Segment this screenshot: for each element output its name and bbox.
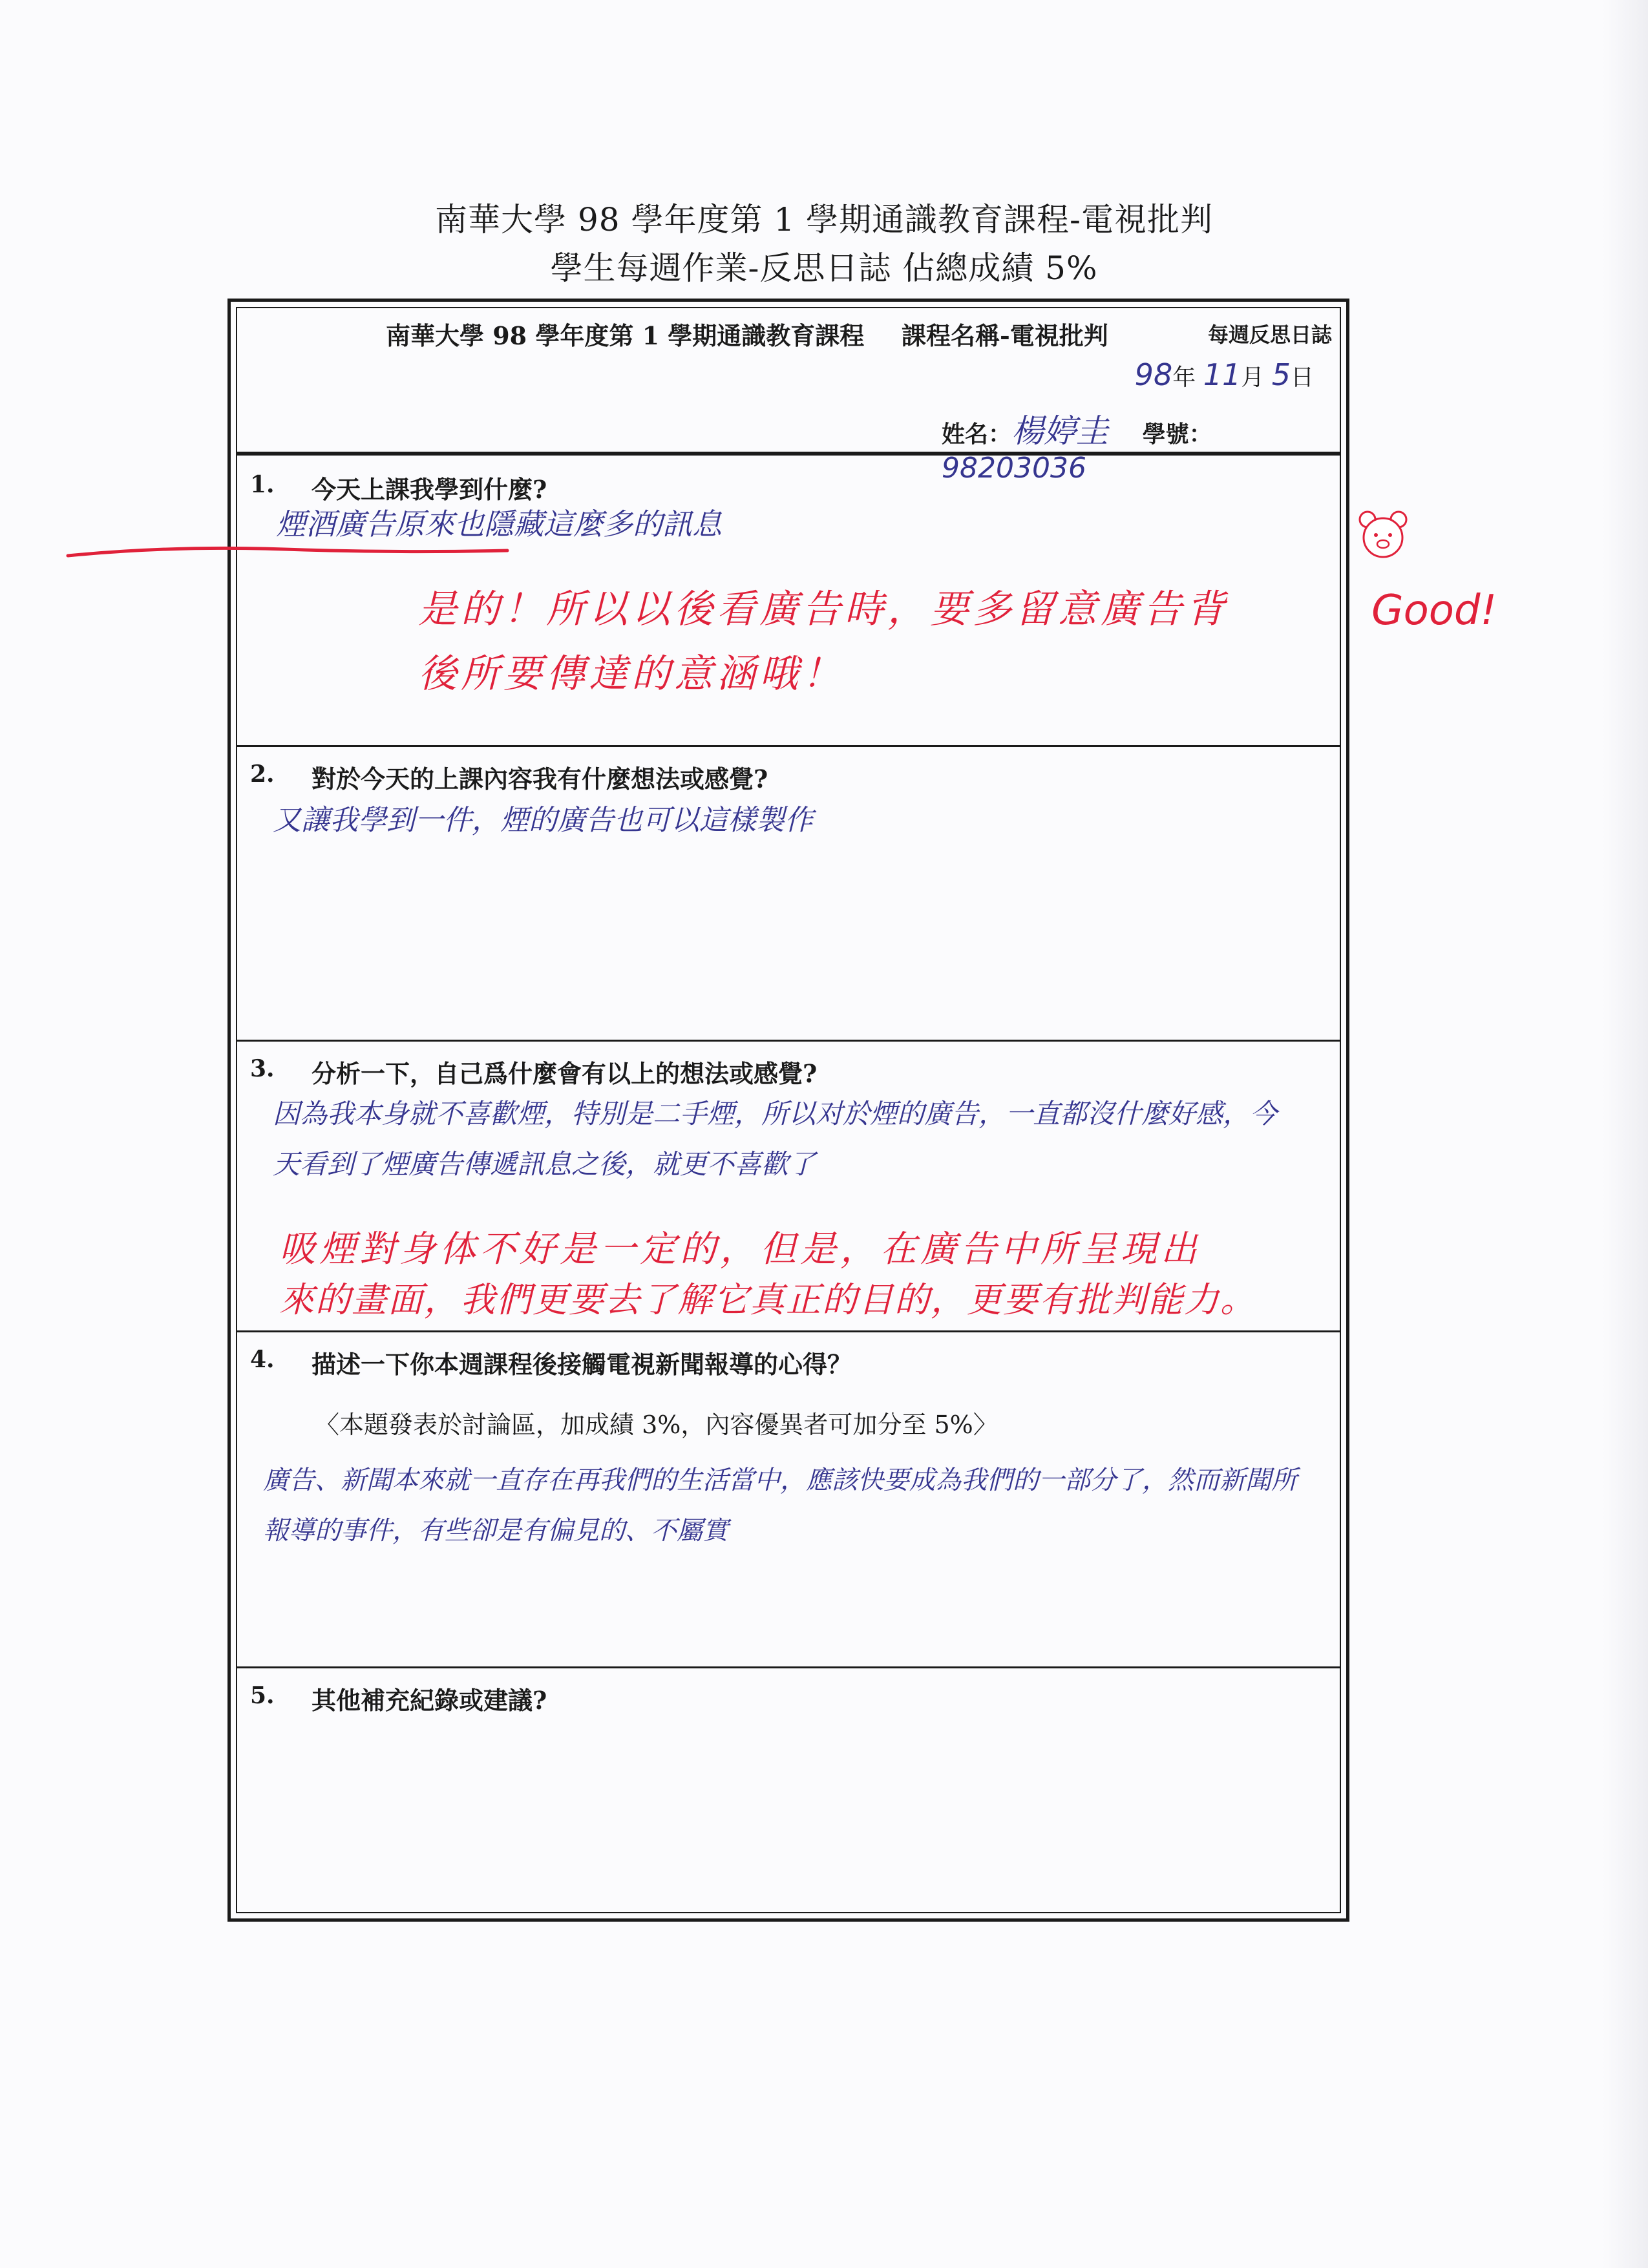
answer-line[interactable]: 廣告、新聞本來就一直存在再我們的生活當中，應該快要成為我們的一部分了，然而新聞所 [263, 1465, 1297, 1495]
question-section-3 [237, 1040, 1340, 1332]
teacher-feedback-line: 吸煙對身体不好是一定的，但是，在廣告中所呈現出 [279, 1228, 1201, 1270]
question-text: 描述一下你本週課程後接觸電視新聞報導的心得？ [312, 1350, 852, 1379]
red-underline-mark [65, 541, 511, 561]
weekly-journal-label: 每週反思日誌 [1207, 322, 1332, 347]
date-year-label: 年 [1172, 364, 1196, 391]
question-section-5 [237, 1666, 1340, 1916]
teacher-feedback-line: 是的！所以以後看廣告時，要多留意廣告背 [418, 587, 1229, 632]
question-number: 3. [250, 1055, 275, 1082]
date-day-label: 日 [1290, 364, 1314, 391]
question-number: 1. [250, 471, 275, 498]
question-section-2 [237, 745, 1340, 1042]
name-label: 姓名： [942, 421, 1012, 448]
document-title: 南華大學 98 學年度第 1 學期通識教育課程-電視批判 [435, 201, 1213, 238]
question-number: 4. [250, 1346, 275, 1373]
course-name: 課程名稱-電視批判 [902, 321, 1108, 350]
student-id-field[interactable]: 98203036 [942, 452, 1086, 485]
question-section-1 [237, 456, 1340, 747]
date-year: 98 [1134, 357, 1173, 392]
answer-line[interactable]: 報導的事件，有些卻是有偏見的、不屬實 [263, 1516, 728, 1546]
course-label: 南華大學 98 學年度第 1 學期通識教育課程 [386, 321, 865, 350]
date-field[interactable] [1135, 357, 1314, 392]
page-edge-shadow [1603, 0, 1648, 2268]
answer-line[interactable]: 因為我本身就不喜歡煙，特別是二手煙，所以对於煙的廣告，一直都沒什麼好感，今 [273, 1098, 1278, 1129]
question-section-4 [237, 1330, 1340, 1668]
form-header [237, 308, 1340, 485]
name-field[interactable]: 楊婷圭 [1011, 412, 1109, 450]
date-month-label: 月 [1241, 364, 1265, 391]
question-text: 對於今天的上課內容我有什麼想法或感覺? [312, 764, 768, 793]
question-number: 5. [250, 1682, 275, 1709]
answer-line[interactable]: 天看到了煙廣告傳遞訊息之後，就更不喜歡了 [273, 1148, 816, 1180]
teacher-feedback-line: 來的畫面，我們更要去了解它真正的目的，更要有批判能力。 [279, 1279, 1256, 1320]
bonus-note: 〈本題發表於討論區，加成績 3%，內容優異者可加分至 5%〉 [315, 1411, 998, 1439]
date-month: 11 [1203, 357, 1241, 392]
question-text: 今天上課我學到什麼? [312, 475, 547, 504]
document-subtitle: 學生每週作業-反思日誌 佔總成績 5% [550, 249, 1098, 287]
margin-good-comment: Good! [1371, 587, 1497, 635]
bear-sticker-icon [1356, 508, 1410, 562]
answer-line[interactable]: 又讓我學到一件，煙的廣告也可以這樣製作 [273, 804, 813, 837]
student-id-label: 學號： [1142, 421, 1212, 448]
question-text: 分析一下，自己爲什麼會有以上的想法或感覺? [312, 1059, 818, 1088]
teacher-feedback-line: 後所要傳達的意涵哦！ [418, 651, 845, 697]
date-day: 5 [1271, 357, 1291, 392]
question-text: 其他補充紀錄或建議? [312, 1686, 547, 1715]
answer-line[interactable]: 煙酒廣告原來也隱藏這麼多的訊息 [276, 507, 722, 541]
question-number: 2. [250, 761, 275, 788]
